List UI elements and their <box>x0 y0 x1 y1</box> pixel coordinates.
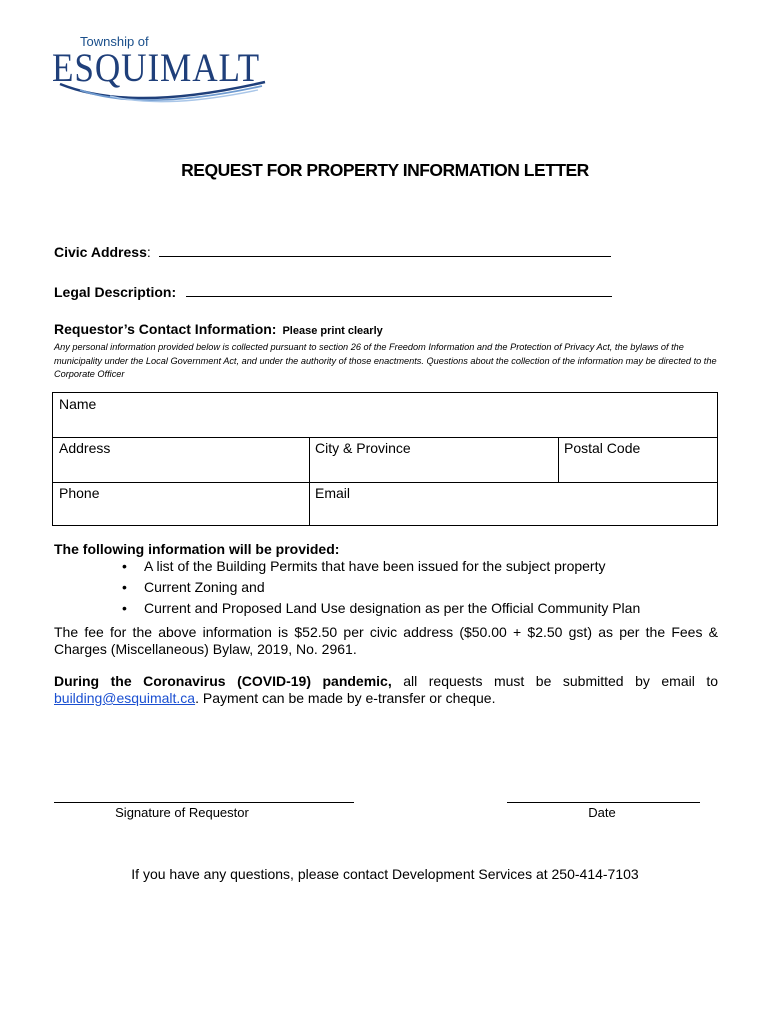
address-field[interactable] <box>53 437 309 482</box>
footer-contact-text: If you have any questions, please contact Development Services at 250-414-7103 <box>131 866 639 882</box>
phone-field[interactable] <box>53 482 309 525</box>
covid-text: all requests must be submitted by email to <box>391 673 719 689</box>
legal-description-field[interactable] <box>186 286 612 297</box>
date-label: Date <box>588 805 616 820</box>
info-list <box>120 556 640 619</box>
list-item <box>120 598 640 619</box>
contact-table <box>52 392 718 526</box>
list-item <box>120 556 640 577</box>
signature-label: Signature of Requestor <box>115 805 249 820</box>
covid-paragraph <box>54 673 718 707</box>
city-province-label: City & Province <box>315 440 411 456</box>
signature-field[interactable] <box>54 802 354 803</box>
logo-name-text: ESQUIMALT <box>52 45 261 90</box>
postal-code-field[interactable] <box>558 437 717 482</box>
logo-township-text: Township of <box>80 34 149 49</box>
civic-address-field[interactable] <box>159 246 611 257</box>
bullet-icon: • <box>122 558 127 574</box>
covid-bold-text: During the Coronavirus (COVID-19) pandemic, <box>54 673 392 689</box>
email-link[interactable]: building@esquimalt.ca <box>54 690 196 706</box>
contact-heading-label: Requestor’s Contact Information: <box>54 321 277 337</box>
email-label: Email <box>315 485 351 501</box>
list-item <box>120 577 640 598</box>
contact-heading <box>54 321 383 337</box>
esquimalt-logo <box>50 34 270 106</box>
bullet-icon: • <box>122 600 127 616</box>
bullet-icon: • <box>122 579 127 595</box>
name-label: Name <box>59 396 97 412</box>
info-heading: The following information will be provided: <box>54 541 340 557</box>
civic-address-label: Civic Address <box>54 244 147 260</box>
name-field[interactable] <box>53 393 717 437</box>
phone-label: Phone <box>59 485 100 501</box>
legal-description-label: Legal Description: <box>54 284 177 300</box>
city-province-field[interactable] <box>309 437 558 482</box>
fee-paragraph: The fee for the above information is $52.50 per civic address ($50.00 + $2.50 gst) as per the Fees & Charges (Miscellaneous) Bylaw, 2019, No. 2961. <box>54 624 718 657</box>
date-field[interactable] <box>507 802 700 803</box>
email-field[interactable] <box>309 482 717 525</box>
list-item-text: A list of the Building Permits that have been issued for the subject property <box>144 558 606 574</box>
list-item-text: Current and Proposed Land Use designation as per the Official Community Plan <box>144 600 641 616</box>
print-clearly-note: Please print clearly <box>282 325 383 337</box>
logo-wave-icon <box>50 74 270 108</box>
list-item-text: Current Zoning and <box>144 579 265 595</box>
civic-address-row <box>54 244 611 260</box>
address-label: Address <box>59 440 111 456</box>
covid-tail-text: . Payment can be made by e-transfer or cheque. <box>195 690 496 706</box>
civic-address-colon: : <box>146 244 151 260</box>
postal-code-label: Postal Code <box>564 440 641 456</box>
legal-description-row <box>54 284 612 300</box>
page-title: REQUEST FOR PROPERTY INFORMATION LETTER <box>181 160 589 180</box>
privacy-notice: Any personal information provided below is collected pursuant to section 26 of the Freedom Information and the Protection of Privacy Act, the bylaws of the municipality under the Local Government Act, and under the authority of those enactments. Questions about the collection of the information may be directed to the Corporate Officer <box>54 342 717 379</box>
